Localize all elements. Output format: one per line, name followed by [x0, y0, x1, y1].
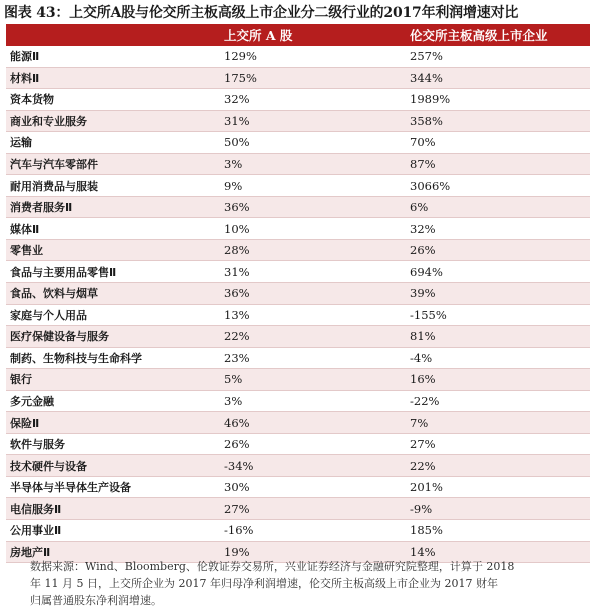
sse-growth-cell: 13%	[224, 307, 250, 322]
lse-growth-cell: 3066%	[410, 178, 451, 193]
industry-cell: 食品与主要用品零售Ⅱ	[10, 265, 117, 279]
industry-cell: 零售业	[10, 244, 43, 258]
lse-growth-cell: 87%	[410, 157, 436, 171]
sse-growth-cell: 30%	[224, 480, 250, 495]
sse-growth-cell: 27%	[224, 501, 250, 516]
industry-cell: 消费者服务Ⅱ	[10, 201, 73, 215]
sse-growth-cell: 22%	[224, 329, 250, 344]
table-row	[6, 412, 590, 434]
sse-growth-cell: 26%	[224, 437, 250, 452]
table-row	[6, 240, 590, 262]
industry-cell: 能源Ⅱ	[10, 50, 40, 64]
industry-cell: 保险Ⅱ	[10, 416, 40, 430]
sse-growth-cell: 3%	[224, 394, 243, 409]
lse-growth-cell: 70%	[410, 135, 436, 150]
table-row	[6, 218, 590, 240]
industry-cell: 商业和专业服务	[10, 114, 87, 128]
lse-growth-cell: 26%	[410, 243, 436, 258]
sse-growth-cell: 31%	[224, 113, 250, 128]
lse-growth-cell: 39%	[410, 286, 436, 301]
table-row	[6, 305, 590, 327]
lse-growth-cell: 344%	[410, 70, 443, 85]
table-row	[6, 132, 590, 154]
sse-growth-cell: 32%	[224, 92, 250, 107]
table-header-row	[6, 24, 590, 46]
source-note-line: 数据来源：Wind、Bloomberg、伦敦证券交易所，兴业证券经济与金融研究院整理，计算于 2018	[30, 560, 515, 573]
sse-growth-cell: 5%	[224, 372, 243, 387]
industry-cell: 汽车与汽车零部件	[10, 158, 98, 171]
table-row	[6, 477, 590, 499]
industry-cell: 食品、饮料与烟草	[10, 287, 98, 301]
sse-growth-cell: 31%	[224, 264, 250, 279]
lse-growth-cell: 6%	[410, 200, 429, 215]
sse-growth-cell: -16%	[224, 523, 254, 538]
table-row	[6, 391, 590, 413]
source-note-line: 归属普通股东净利润增速。	[30, 594, 162, 607]
table-row	[6, 261, 590, 283]
lse-growth-cell: 81%	[410, 329, 436, 344]
table-row	[6, 68, 590, 90]
industry-cell: 制药、生物科技与生命科学	[10, 351, 142, 365]
header-lse-premium: 伦交所主板高级上市企业	[410, 28, 548, 43]
lse-growth-cell: 27%	[410, 437, 436, 452]
industry-cell: 家庭与个人用品	[10, 308, 87, 322]
industry-cell: 技术硬件与设备	[10, 459, 87, 473]
lse-growth-cell: 257%	[410, 49, 443, 64]
sse-growth-cell: 9%	[224, 178, 243, 193]
sse-growth-cell: 175%	[224, 70, 257, 85]
lse-growth-cell: 14%	[410, 544, 436, 559]
profit-growth-table	[6, 24, 590, 563]
lse-growth-cell: 7%	[410, 415, 429, 430]
sse-growth-cell: 36%	[224, 200, 250, 215]
lse-growth-cell: 16%	[410, 372, 436, 387]
table-row	[6, 498, 590, 520]
industry-cell: 医疗保健设备与服务	[10, 330, 109, 344]
source-note-line: 年 11 月 5 日，上交所企业为 2017 年归母净利润增速，伦交所主板高级上市企业为 2017 财年	[30, 577, 498, 590]
lse-growth-cell: -9%	[410, 501, 433, 516]
table-row	[6, 154, 590, 176]
table-row	[6, 197, 590, 219]
source-note	[30, 558, 596, 609]
lse-growth-cell: -22%	[410, 394, 440, 409]
sse-growth-cell: 50%	[224, 135, 250, 150]
lse-growth-cell: -4%	[410, 350, 433, 365]
lse-growth-cell: 185%	[410, 523, 443, 538]
industry-cell: 银行	[10, 373, 32, 387]
industry-cell: 公用事业Ⅱ	[10, 524, 62, 538]
table-row	[6, 455, 590, 477]
header-sse-a-share: 上交所 A 股	[224, 28, 293, 43]
industry-cell: 耐用消费品与服装	[10, 179, 98, 193]
sse-growth-cell: 3%	[224, 157, 243, 171]
lse-growth-cell: 1989%	[410, 92, 451, 107]
industry-cell: 媒体Ⅱ	[10, 222, 40, 236]
lse-growth-cell: 201%	[410, 480, 443, 495]
table-row	[6, 175, 590, 197]
lse-growth-cell: 22%	[410, 458, 436, 473]
industry-cell: 半导体与半导体生产设备	[10, 481, 131, 495]
sse-growth-cell: 23%	[224, 350, 250, 365]
industry-cell: 材料Ⅱ	[10, 71, 40, 85]
industry-cell: 房地产Ⅱ	[10, 545, 51, 559]
lse-growth-cell: 358%	[410, 113, 443, 128]
figure-title: 图表 43：上交所A股与伦交所主板高级上市企业分二级行业的2017年利润增速对比	[4, 5, 519, 21]
sse-growth-cell: 19%	[224, 544, 250, 559]
table-row	[6, 326, 590, 348]
sse-growth-cell: -34%	[224, 458, 254, 473]
sse-growth-cell: 10%	[224, 221, 250, 236]
industry-cell: 电信服务Ⅱ	[10, 502, 62, 516]
industry-cell: 软件与服务	[10, 438, 65, 452]
lse-growth-cell: -155%	[410, 307, 447, 322]
lse-growth-cell: 32%	[410, 221, 436, 236]
table-row	[6, 283, 590, 305]
table-row	[6, 89, 590, 111]
table-row	[6, 434, 590, 456]
industry-cell: 资本货物	[10, 93, 54, 107]
table-body	[6, 46, 590, 563]
table-row	[6, 46, 590, 68]
table-row	[6, 369, 590, 391]
industry-cell: 多元金融	[10, 395, 54, 409]
table-row	[6, 520, 590, 542]
lse-growth-cell: 694%	[410, 264, 443, 279]
table-row	[6, 111, 590, 133]
sse-growth-cell: 36%	[224, 286, 250, 301]
industry-cell: 运输	[10, 136, 32, 150]
sse-growth-cell: 129%	[224, 49, 257, 64]
sse-growth-cell: 46%	[224, 415, 250, 430]
table-row	[6, 348, 590, 370]
sse-growth-cell: 28%	[224, 243, 250, 258]
